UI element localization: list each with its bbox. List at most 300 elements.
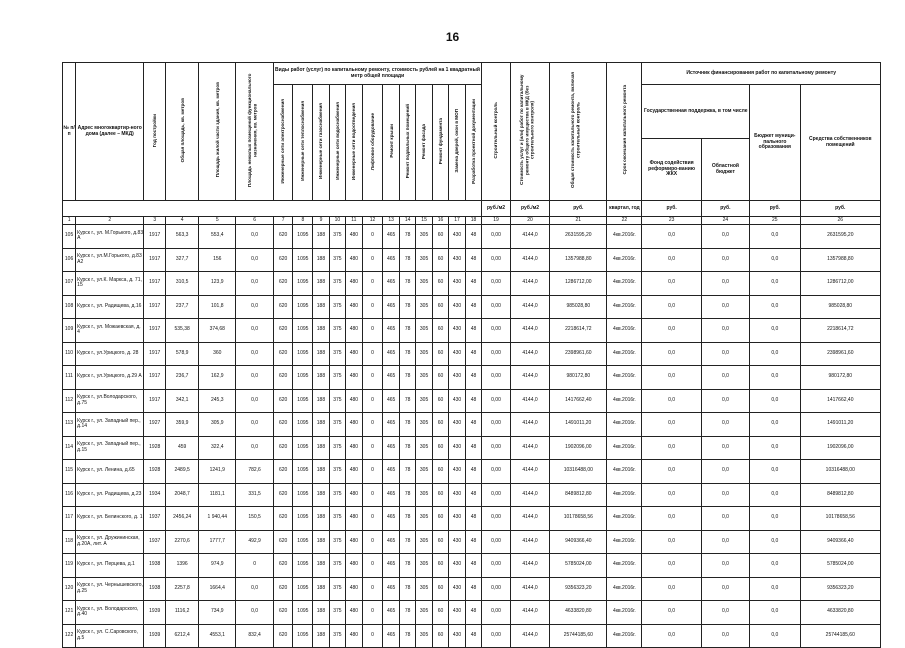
table-cell: 0,0 (750, 483, 801, 507)
table-cell: 10178658,56 (800, 507, 880, 531)
table-cell: 465 (383, 460, 399, 484)
table-cell: 1095 (293, 295, 313, 319)
table-cell: 620 (273, 295, 293, 319)
column-number: 6 (236, 217, 273, 225)
table-cell: 0,00 (482, 436, 511, 460)
address-cell: Курск г., ул. Радищева, д.23 (76, 483, 144, 507)
table-cell: 430 (449, 460, 465, 484)
table-cell: 375 (329, 389, 345, 413)
table-cell: 4144,0 (510, 366, 550, 390)
table-cell: 480 (346, 507, 362, 531)
table-cell: 1937 (144, 530, 166, 554)
table-row (63, 483, 881, 507)
table-cell: 0,0 (750, 366, 801, 390)
header-work-13: Строительный контроль (493, 101, 499, 159)
table-cell: 108 (63, 295, 76, 319)
table-cell: 0,00 (482, 483, 511, 507)
table-cell: 305 (416, 530, 432, 554)
table-cell: 188 (313, 460, 329, 484)
table-cell: 0,0 (750, 554, 801, 578)
table-row (63, 342, 881, 366)
table-cell: 105 (63, 225, 76, 249)
table-cell: 188 (313, 507, 329, 531)
table-cell: 2398961,60 (800, 342, 880, 366)
address-cell: Курск г., ул. Чернышевского, д.25 (76, 577, 144, 601)
table-cell: 375 (329, 483, 345, 507)
table-cell: 78 (399, 554, 415, 578)
table-cell: 188 (313, 319, 329, 343)
table-cell: 465 (383, 342, 399, 366)
table-cell: 430 (449, 319, 465, 343)
table-cell: 359,9 (166, 413, 199, 437)
table-cell: 4кв.2016г. (607, 272, 642, 296)
table-cell: 620 (273, 366, 293, 390)
unit-cell: руб. (642, 201, 701, 217)
table-row (63, 507, 881, 531)
table-cell: 1095 (293, 272, 313, 296)
table-cell: 0,0 (701, 624, 749, 648)
table-cell: 480 (346, 483, 362, 507)
table-cell: 620 (273, 272, 293, 296)
table-cell: 5785024,00 (800, 554, 880, 578)
table-cell: 10316488,00 (800, 460, 880, 484)
table-cell: 78 (399, 483, 415, 507)
column-number: 21 (550, 217, 607, 225)
table-cell: 0,00 (482, 248, 511, 272)
table-cell: 375 (329, 413, 345, 437)
table-cell: 375 (329, 577, 345, 601)
table-cell: 48 (465, 272, 482, 296)
table-cell: 0,00 (482, 624, 511, 648)
table-cell: 0,00 (482, 225, 511, 249)
table-cell: 0,0 (750, 413, 801, 437)
table-cell: 0,0 (236, 342, 273, 366)
table-cell: 0,00 (482, 507, 511, 531)
table-cell: 60 (432, 624, 448, 648)
table-cell: 0,0 (236, 436, 273, 460)
table-cell: 60 (432, 248, 448, 272)
table-cell: 465 (383, 530, 399, 554)
table-cell: 4кв.2016г. (607, 342, 642, 366)
table-cell: 1417662,40 (800, 389, 880, 413)
header-work-6: Лифтовое оборудование (369, 112, 375, 170)
table-body (63, 225, 881, 648)
table-cell: 0 (362, 577, 383, 601)
table-cell: 0,0 (236, 577, 273, 601)
table-cell: 305 (416, 460, 432, 484)
table-cell: 310,5 (166, 272, 199, 296)
table-cell: 0,0 (642, 507, 701, 531)
table-cell: 48 (465, 577, 482, 601)
table-cell: 305 (416, 436, 432, 460)
table-cell: 0,0 (701, 342, 749, 366)
header-fund: Фонд содействия реформиро-ванию ЖКХ (642, 139, 701, 201)
table-cell: 0 (362, 413, 383, 437)
table-cell: 375 (329, 436, 345, 460)
table-cell: 0,0 (701, 319, 749, 343)
table-cell: 0 (362, 342, 383, 366)
table-cell: 78 (399, 624, 415, 648)
table-cell: 0,00 (482, 413, 511, 437)
table-cell: 0 (236, 554, 273, 578)
table-cell: 0,0 (701, 507, 749, 531)
address-cell: Курск г., ул. Володарского, д.40 (76, 601, 144, 625)
table-cell: 360 (199, 342, 236, 366)
table-cell: 78 (399, 436, 415, 460)
table-cell: 1095 (293, 601, 313, 625)
table-cell: 4144,0 (510, 601, 550, 625)
table-cell: 4144,0 (510, 319, 550, 343)
column-number: 23 (642, 217, 701, 225)
table-cell: 0,0 (642, 483, 701, 507)
table-cell: 1417662,40 (550, 389, 607, 413)
table-cell: 305 (416, 319, 432, 343)
table-cell: 342,1 (166, 389, 199, 413)
column-number: 13 (383, 217, 399, 225)
table-cell: 0,0 (750, 530, 801, 554)
table-cell: 25744185,60 (550, 624, 607, 648)
table-cell: 465 (383, 577, 399, 601)
address-cell: Курск г., ул.Володарского, д.75 (76, 389, 144, 413)
table-cell: 465 (383, 483, 399, 507)
table-cell: 1928 (144, 436, 166, 460)
table-cell: 78 (399, 225, 415, 249)
table-cell: 78 (399, 577, 415, 601)
table-cell: 10316488,00 (550, 460, 607, 484)
table-cell: 118 (63, 530, 76, 554)
table-cell: 1095 (293, 507, 313, 531)
table-cell: 4144,0 (510, 624, 550, 648)
table-cell: 48 (465, 554, 482, 578)
table-cell: 0,0 (750, 295, 801, 319)
address-cell: Курск г., ул. М.Горького, д.83 А (76, 225, 144, 249)
header-work-2: Инженерные сети теплоснабжения (300, 101, 306, 181)
table-cell: 0,0 (642, 460, 701, 484)
capital-repair-table (62, 62, 881, 648)
table-cell: 0,00 (482, 530, 511, 554)
table-cell: 553,4 (199, 225, 236, 249)
table-cell: 1917 (144, 342, 166, 366)
table-cell: 48 (465, 389, 482, 413)
column-number: 5 (199, 217, 236, 225)
table-cell: 48 (465, 225, 482, 249)
table-row (63, 272, 881, 296)
table-cell: 0,0 (642, 319, 701, 343)
table-cell: 1095 (293, 436, 313, 460)
table-cell: 4633820,80 (550, 601, 607, 625)
table-cell: 0,0 (701, 460, 749, 484)
table-cell: 0,00 (482, 319, 511, 343)
table-cell: 0,0 (236, 272, 273, 296)
table-cell: 48 (465, 413, 482, 437)
table-cell: 620 (273, 507, 293, 531)
table-cell: 0,0 (701, 483, 749, 507)
table-cell: 4кв.2016г. (607, 436, 642, 460)
table-cell: 465 (383, 319, 399, 343)
table-cell: 305 (416, 554, 432, 578)
table-cell: 430 (449, 272, 465, 296)
table-cell: 0,0 (642, 389, 701, 413)
table-cell: 1241,9 (199, 460, 236, 484)
table-cell: 25744185,60 (800, 624, 880, 648)
table-cell: 375 (329, 295, 345, 319)
header-nonliving-area: Площадь нежилых помещений функционального назначения, кв. метров (246, 73, 257, 187)
column-number: 12 (362, 217, 383, 225)
table-cell: 120 (63, 577, 76, 601)
header-living-area: Площадь жилой части здания, кв. метров (214, 82, 220, 178)
table-cell: 116 (63, 483, 76, 507)
table-cell: 4144,0 (510, 507, 550, 531)
column-number: 15 (416, 217, 432, 225)
table-cell: 1 940,44 (199, 507, 236, 531)
table-cell: 4кв.2016г. (607, 530, 642, 554)
table-cell: 48 (465, 460, 482, 484)
table-cell: 305 (416, 342, 432, 366)
table-cell: 980172,80 (550, 366, 607, 390)
table-cell: 375 (329, 460, 345, 484)
table-cell: 4144,0 (510, 272, 550, 296)
table-cell: 375 (329, 342, 345, 366)
table-cell: 620 (273, 624, 293, 648)
table-cell: 78 (399, 272, 415, 296)
table-cell: 162,9 (199, 366, 236, 390)
table-cell: 620 (273, 225, 293, 249)
table-cell: 480 (346, 366, 362, 390)
table-cell: 4кв.2016г. (607, 413, 642, 437)
table-cell: 0,00 (482, 366, 511, 390)
table-cell: 1938 (144, 577, 166, 601)
table-cell: 4кв.2016г. (607, 319, 642, 343)
table-cell: 2218614,72 (550, 319, 607, 343)
table-cell: 0,0 (236, 601, 273, 625)
table-cell: 465 (383, 366, 399, 390)
table-cell: 1917 (144, 319, 166, 343)
header-num: № п/п (63, 63, 76, 201)
table-cell: 188 (313, 483, 329, 507)
table-cell: 4кв.2016г. (607, 483, 642, 507)
unit-cell: руб. (800, 201, 880, 217)
table-cell: 0,00 (482, 554, 511, 578)
table-cell: 322,4 (199, 436, 236, 460)
table-cell: 60 (432, 272, 448, 296)
table-cell: 4кв.2016г. (607, 225, 642, 249)
table-cell: 0 (362, 295, 383, 319)
table-cell: 430 (449, 389, 465, 413)
table-cell: 1095 (293, 413, 313, 437)
table-cell: 4144,0 (510, 530, 550, 554)
table-cell: 188 (313, 530, 329, 554)
address-cell: Курск г., ул. Западный пер., д.15 (76, 436, 144, 460)
table-cell: 465 (383, 507, 399, 531)
table-cell: 1357988,80 (550, 248, 607, 272)
table-cell: 60 (432, 436, 448, 460)
table-cell: 430 (449, 225, 465, 249)
table-cell: 0,00 (482, 389, 511, 413)
table-cell: 1902096,00 (800, 436, 880, 460)
column-number: 7 (273, 217, 293, 225)
table-row (63, 554, 881, 578)
table-cell: 109 (63, 319, 76, 343)
table-row (63, 295, 881, 319)
table-cell: 0 (362, 248, 383, 272)
table-cell: 0,0 (642, 577, 701, 601)
address-cell: Курск г., ул.К. Маркса, д. 71, 15 (76, 272, 144, 296)
table-cell: 4кв.2016г. (607, 248, 642, 272)
table-cell: 78 (399, 460, 415, 484)
table-cell: 1095 (293, 225, 313, 249)
table-cell: 620 (273, 413, 293, 437)
column-number: 11 (346, 217, 362, 225)
table-cell: 9356323,20 (800, 577, 880, 601)
table-cell: 4кв.2016г. (607, 507, 642, 531)
column-number: 18 (465, 217, 482, 225)
unit-cell: квартал, год (607, 201, 642, 217)
table-cell: 60 (432, 225, 448, 249)
table-cell: 1095 (293, 624, 313, 648)
column-number: 14 (399, 217, 415, 225)
unit-cell: руб. (750, 201, 801, 217)
table-cell: 1491011,20 (550, 413, 607, 437)
table-cell: 48 (465, 295, 482, 319)
table-cell: 620 (273, 530, 293, 554)
table-cell: 1286712,00 (800, 272, 880, 296)
table-cell: 620 (273, 389, 293, 413)
address-cell: Курск г., ул. С.Саровского, д.5 (76, 624, 144, 648)
table-cell: 1095 (293, 554, 313, 578)
table-cell: 48 (465, 624, 482, 648)
table-cell: 4кв.2016г. (607, 460, 642, 484)
table-cell: 305 (416, 225, 432, 249)
table-cell: 465 (383, 272, 399, 296)
table-cell: 0,0 (642, 554, 701, 578)
table-cell: 60 (432, 577, 448, 601)
page-number: 16 (445, 30, 460, 44)
table-cell: 78 (399, 295, 415, 319)
table-cell: 48 (465, 342, 482, 366)
table-cell: 480 (346, 530, 362, 554)
table-cell: 985028,80 (800, 295, 880, 319)
table-cell: 156 (199, 248, 236, 272)
header-year: Год постройки (152, 113, 158, 147)
table-cell: 0,0 (750, 342, 801, 366)
table-cell: 188 (313, 436, 329, 460)
table-cell: 480 (346, 248, 362, 272)
table-cell: 245,3 (199, 389, 236, 413)
table-cell: 1095 (293, 342, 313, 366)
table-cell: 1095 (293, 366, 313, 390)
header-work-7: Ремонт крыши (388, 124, 394, 158)
table-cell: 78 (399, 413, 415, 437)
table-cell: 480 (346, 460, 362, 484)
table-cell: 305 (416, 483, 432, 507)
table-cell: 0,0 (642, 225, 701, 249)
table-cell: 305,9 (199, 413, 236, 437)
table-cell: 305 (416, 389, 432, 413)
table-cell: 4144,0 (510, 225, 550, 249)
table-cell: 0 (362, 624, 383, 648)
table-cell: 0 (362, 366, 383, 390)
table-row (63, 225, 881, 249)
table-cell: 459 (166, 436, 199, 460)
table-row (63, 413, 881, 437)
header-regional: Областной бюджет (701, 139, 749, 201)
table-cell: 0,0 (642, 295, 701, 319)
table-cell: 0,00 (482, 272, 511, 296)
table-cell: 60 (432, 342, 448, 366)
table-cell: 2489,5 (166, 460, 199, 484)
table-cell: 60 (432, 389, 448, 413)
table-cell: 0,0 (236, 413, 273, 437)
table-cell: 305 (416, 577, 432, 601)
table-cell: 1939 (144, 601, 166, 625)
table-cell: 1937 (144, 507, 166, 531)
table-cell: 4кв.2016г. (607, 554, 642, 578)
table-cell: 48 (465, 248, 482, 272)
table-row (63, 319, 881, 343)
table-row (63, 460, 881, 484)
table-cell: 430 (449, 530, 465, 554)
table-cell: 305 (416, 413, 432, 437)
table-cell: 563,3 (166, 225, 199, 249)
table-cell: 78 (399, 366, 415, 390)
table-cell: 0 (362, 272, 383, 296)
table-cell: 0,0 (701, 225, 749, 249)
table-cell: 0,0 (701, 436, 749, 460)
table-cell: 48 (465, 319, 482, 343)
table-cell: 0,0 (236, 225, 273, 249)
table-cell: 430 (449, 366, 465, 390)
unit-cell: руб. (550, 201, 607, 217)
column-number: 9 (313, 217, 329, 225)
header-work-3: Инженерные сети газоснабжения (318, 103, 324, 180)
column-number: 19 (482, 217, 511, 225)
table-cell: 2218614,72 (800, 319, 880, 343)
table-cell: 9356323,20 (550, 577, 607, 601)
table-cell: 188 (313, 366, 329, 390)
table-cell: 1917 (144, 366, 166, 390)
table-cell: 430 (449, 483, 465, 507)
column-number: 17 (449, 217, 465, 225)
table-cell: 430 (449, 342, 465, 366)
table-cell: 985028,80 (550, 295, 607, 319)
table-cell: 374,68 (199, 319, 236, 343)
table-cell: 0,0 (701, 413, 749, 437)
table-cell: 0,0 (236, 248, 273, 272)
table-cell: 578,9 (166, 342, 199, 366)
table-cell: 0 (362, 601, 383, 625)
table-cell: 150,5 (236, 507, 273, 531)
table-cell: 430 (449, 295, 465, 319)
table-cell: 305 (416, 272, 432, 296)
table-cell: 4144,0 (510, 483, 550, 507)
table-cell: 1491011,20 (800, 413, 880, 437)
table-row (63, 624, 881, 648)
table-cell: 2631595,20 (550, 225, 607, 249)
table-cell: 0,0 (701, 554, 749, 578)
table-cell: 1095 (293, 460, 313, 484)
table-cell: 119 (63, 554, 76, 578)
table-cell: 1664,4 (199, 577, 236, 601)
table-cell: 188 (313, 295, 329, 319)
table-cell: 0,0 (236, 389, 273, 413)
table-cell: 0,0 (642, 530, 701, 554)
table-cell: 48 (465, 507, 482, 531)
table-cell: 0,0 (750, 248, 801, 272)
header-work-11: Замена дверей, окон в МОП (454, 109, 460, 173)
table-cell: 1095 (293, 483, 313, 507)
address-cell: Курск г., ул.Урицкого, д. 28 (76, 342, 144, 366)
table-cell: 1938 (144, 554, 166, 578)
